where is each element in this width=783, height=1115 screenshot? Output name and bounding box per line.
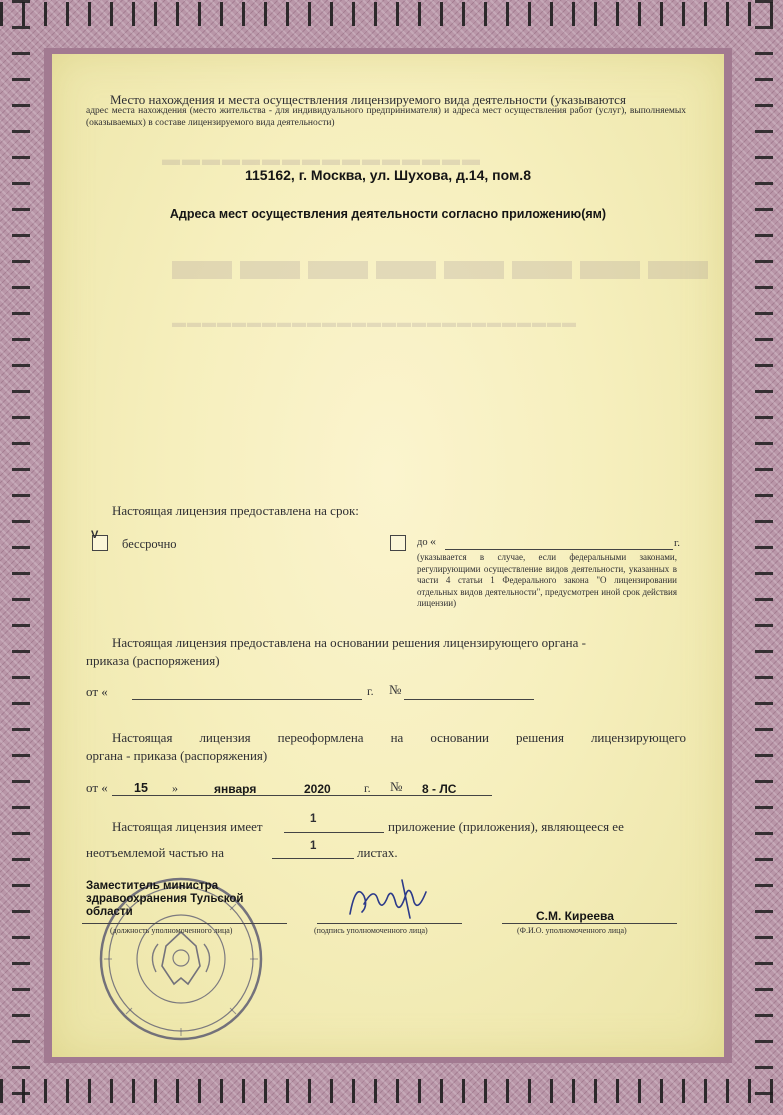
reissue-date-line <box>112 795 492 796</box>
option-until-suffix: г. <box>674 537 681 549</box>
reissue-close-quote: » <box>172 781 178 795</box>
name-line <box>502 923 677 924</box>
reissue-month: января <box>214 782 257 796</box>
address-value: 115162, г. Москва, ул. Шухова, д.14, пом.8 <box>244 167 531 183</box>
appendix-count-blank <box>284 832 384 833</box>
option-indefinite-label: бессрочно <box>122 537 177 551</box>
border-edge-bottom <box>0 1079 783 1103</box>
caption-position: (должность уполномоченного лица) <box>110 926 233 935</box>
checkbox-mark: V <box>91 529 99 541</box>
reissue-number: 8 - ЛС <box>422 782 457 796</box>
border-edge-left <box>12 0 30 1115</box>
reissue-year: 2020 <box>304 782 331 796</box>
signatory-position: Заместитель министра здравоохранения Тульской области <box>86 880 244 918</box>
basis-from-label: от « <box>86 684 108 699</box>
signature-line <box>317 923 462 924</box>
reissue-year-suffix: г. <box>364 781 371 795</box>
position-line <box>82 923 287 924</box>
appendix-line-1-end: приложение (приложения), являющееся ее <box>388 819 624 834</box>
address-note: Адреса мест осуществления деятельности согласно приложению(ям) <box>169 207 607 221</box>
basis-number-label: № <box>389 682 402 697</box>
caption-signature: (подпись уполномоченного лица) <box>314 926 428 935</box>
header-note: адрес места нахождения (место жительства - для индивидуального предпринимателя) и адреса мест осуществления работ (услуг), выполняемых (оказываемых) в составе лицензируемого вида деятельности) <box>86 106 686 128</box>
option-until-quote: « <box>430 534 436 548</box>
handwritten-signature-icon <box>344 874 444 924</box>
border-edge-right <box>755 0 773 1115</box>
watermark-ministry: ▬▬▬▬▬▬▬▬▬▬▬▬▬▬▬▬ <box>162 149 482 169</box>
basis-date-blank <box>132 699 362 700</box>
reissue-day: 15 <box>134 781 148 795</box>
reissue-line-2: органа - приказа (распоряжения) <box>86 748 268 763</box>
appendix-pages-blank <box>272 858 354 859</box>
option-until-prefix: до <box>417 537 428 548</box>
appendix-line-1-start: Настоящая лицензия имеет <box>112 819 263 834</box>
watermark-number: ▬▬▬▬▬▬▬▬▬▬▬▬▬▬▬▬▬▬▬▬▬▬▬▬▬▬▬ <box>172 314 577 330</box>
reissue-number-label: № <box>390 779 403 794</box>
basis-number-blank <box>404 699 534 700</box>
appendix-count: 1 <box>310 813 317 825</box>
basis-year-suffix: г. <box>367 684 374 698</box>
option-until-blank <box>445 549 673 550</box>
term-title: Настоящая лицензия предоставлена на срок: <box>112 503 359 518</box>
paper-sheet <box>52 54 724 1057</box>
checkbox-until <box>390 535 406 551</box>
reissue-from-label: от « <box>86 780 108 795</box>
header-line: Место нахождения и места осуществления лицензируемого вида деятельности (указываются <box>110 92 626 107</box>
appendix-line-2-start: неотъемлемой частью на <box>86 845 225 860</box>
appendix-pages: 1 <box>310 840 317 852</box>
reissue-line-1: Настоящая лицензия переоформлена на основании решения лицензирующего <box>112 730 686 745</box>
signatory-name: С.М. Киреева <box>536 909 614 923</box>
option-until-note: (указывается в случае, если федеральными законами, регулирующими осуществление видов деятельности, указанных в части 4 статьи 1 Федерального закона "О лицензировании отдельных видов деятельности", предусмотрен иной срок действия лицензии) <box>417 552 677 608</box>
caption-name: (Ф.И.О. уполномоченного лица) <box>517 926 627 935</box>
basis-line-2: приказа (распоряжения) <box>86 653 220 668</box>
border-edge-top <box>0 2 783 26</box>
basis-line-1: Настоящая лицензия предоставлена на основании решения лицензирующего органа - <box>112 635 586 650</box>
watermark-license: ▬▬▬▬▬▬▬▬ <box>172 225 716 292</box>
appendix-line-2-end: листах. <box>357 845 398 860</box>
